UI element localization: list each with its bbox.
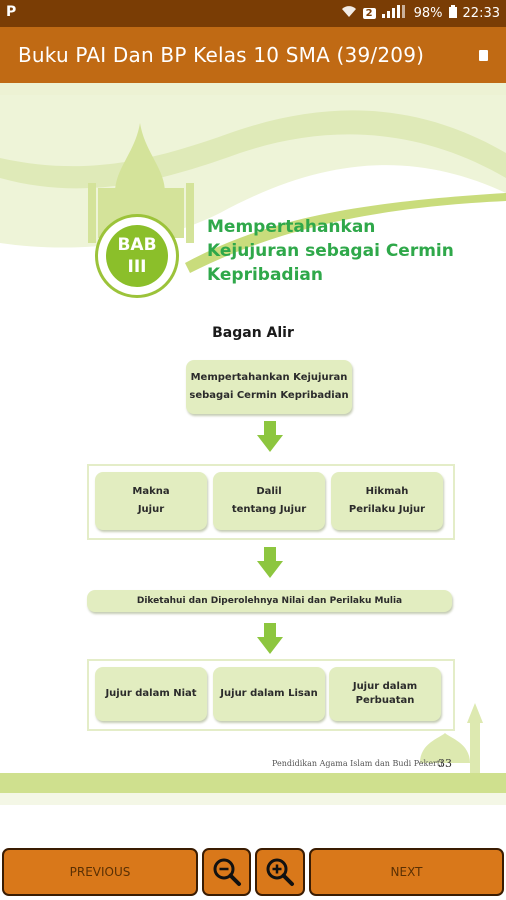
flow-box-perbuatan (329, 667, 441, 721)
chapter-title-line-2: Kejujuran sebagai Cermin (207, 241, 454, 261)
app-bar (0, 27, 506, 83)
flow-box-perbuatan-line-1: Jujur dalam (352, 681, 418, 692)
diagram-title: Bagan Alir (212, 325, 294, 341)
flow-box-hikmah-line-2: Perilaku Jujur (348, 504, 426, 515)
flow-box-hikmah (331, 472, 443, 530)
chapter-title-line-1: Mempertahankan (207, 217, 376, 237)
arrow-down-icon (255, 421, 285, 453)
flow-box-hikmah-line-1: Hikmah (365, 486, 409, 497)
chapter-badge-inner (106, 225, 168, 287)
flow-box-niat-line-1: Jujur dalam Niat (105, 688, 197, 699)
next-button-label: NEXT (390, 865, 423, 879)
flow-box-main-line-1: Mempertahankan Kejujuran (190, 372, 348, 383)
flow-box-main-line-2: sebagai Cermin Kepribadian (189, 390, 349, 401)
chapter-title-line-3: Kepribadian (207, 265, 323, 285)
chapter-title (207, 215, 454, 287)
arrow-down-icon (255, 623, 285, 655)
chapter-number: III (127, 257, 147, 277)
flow-box-niat (95, 667, 207, 721)
chapter-badge (95, 214, 179, 298)
battery-percent: 98% (413, 6, 443, 21)
zoom-out-button[interactable] (202, 848, 251, 896)
menu-icon[interactable] (479, 50, 488, 61)
flow-box-makna-line-2: Jujur (137, 504, 165, 515)
flow-box-dalil-line-1: Dalil (256, 486, 282, 497)
flow-box-lisan (213, 667, 325, 721)
flow-box-dalil-line-2: tentang Jujur (231, 504, 307, 515)
flow-box-result (87, 590, 452, 612)
zoom-out-icon (211, 856, 243, 888)
flow-box-perbuatan-line-2: Perbuatan (355, 695, 415, 706)
page-number: 33 (438, 757, 452, 770)
flow-box-result-text: Diketahui dan Diperolehnya Nilai dan Perilaku Mulia (136, 596, 403, 606)
zoom-in-icon (264, 856, 296, 888)
flow-box-lisan-line-1: Jujur dalam Lisan (220, 688, 318, 699)
sim-badge: 2 (363, 8, 376, 19)
previous-button-label: PREVIOUS (69, 865, 131, 879)
flow-box-makna-line-1: Makna (132, 486, 170, 497)
status-icons (341, 5, 500, 22)
flow-box-dalil (213, 472, 325, 530)
page-footer: Pendidikan Agama Islam dan Budi Pekerti (272, 759, 443, 768)
signal-icon (382, 5, 408, 22)
battery-icon (449, 5, 457, 22)
next-button[interactable] (309, 848, 504, 896)
clock: 22:33 (462, 6, 500, 21)
app-title: Buku PAI Dan BP Kelas 10 SMA (39/209) (18, 43, 425, 67)
zoom-in-button[interactable] (255, 848, 305, 896)
notification-icon: P (6, 4, 17, 20)
flow-box-main (186, 360, 352, 414)
status-bar (0, 0, 506, 27)
flow-box-makna (95, 472, 207, 530)
arrow-down-icon (255, 547, 285, 579)
wifi-icon (341, 5, 357, 22)
chapter-label: BAB (117, 235, 157, 255)
previous-button[interactable] (2, 848, 198, 896)
